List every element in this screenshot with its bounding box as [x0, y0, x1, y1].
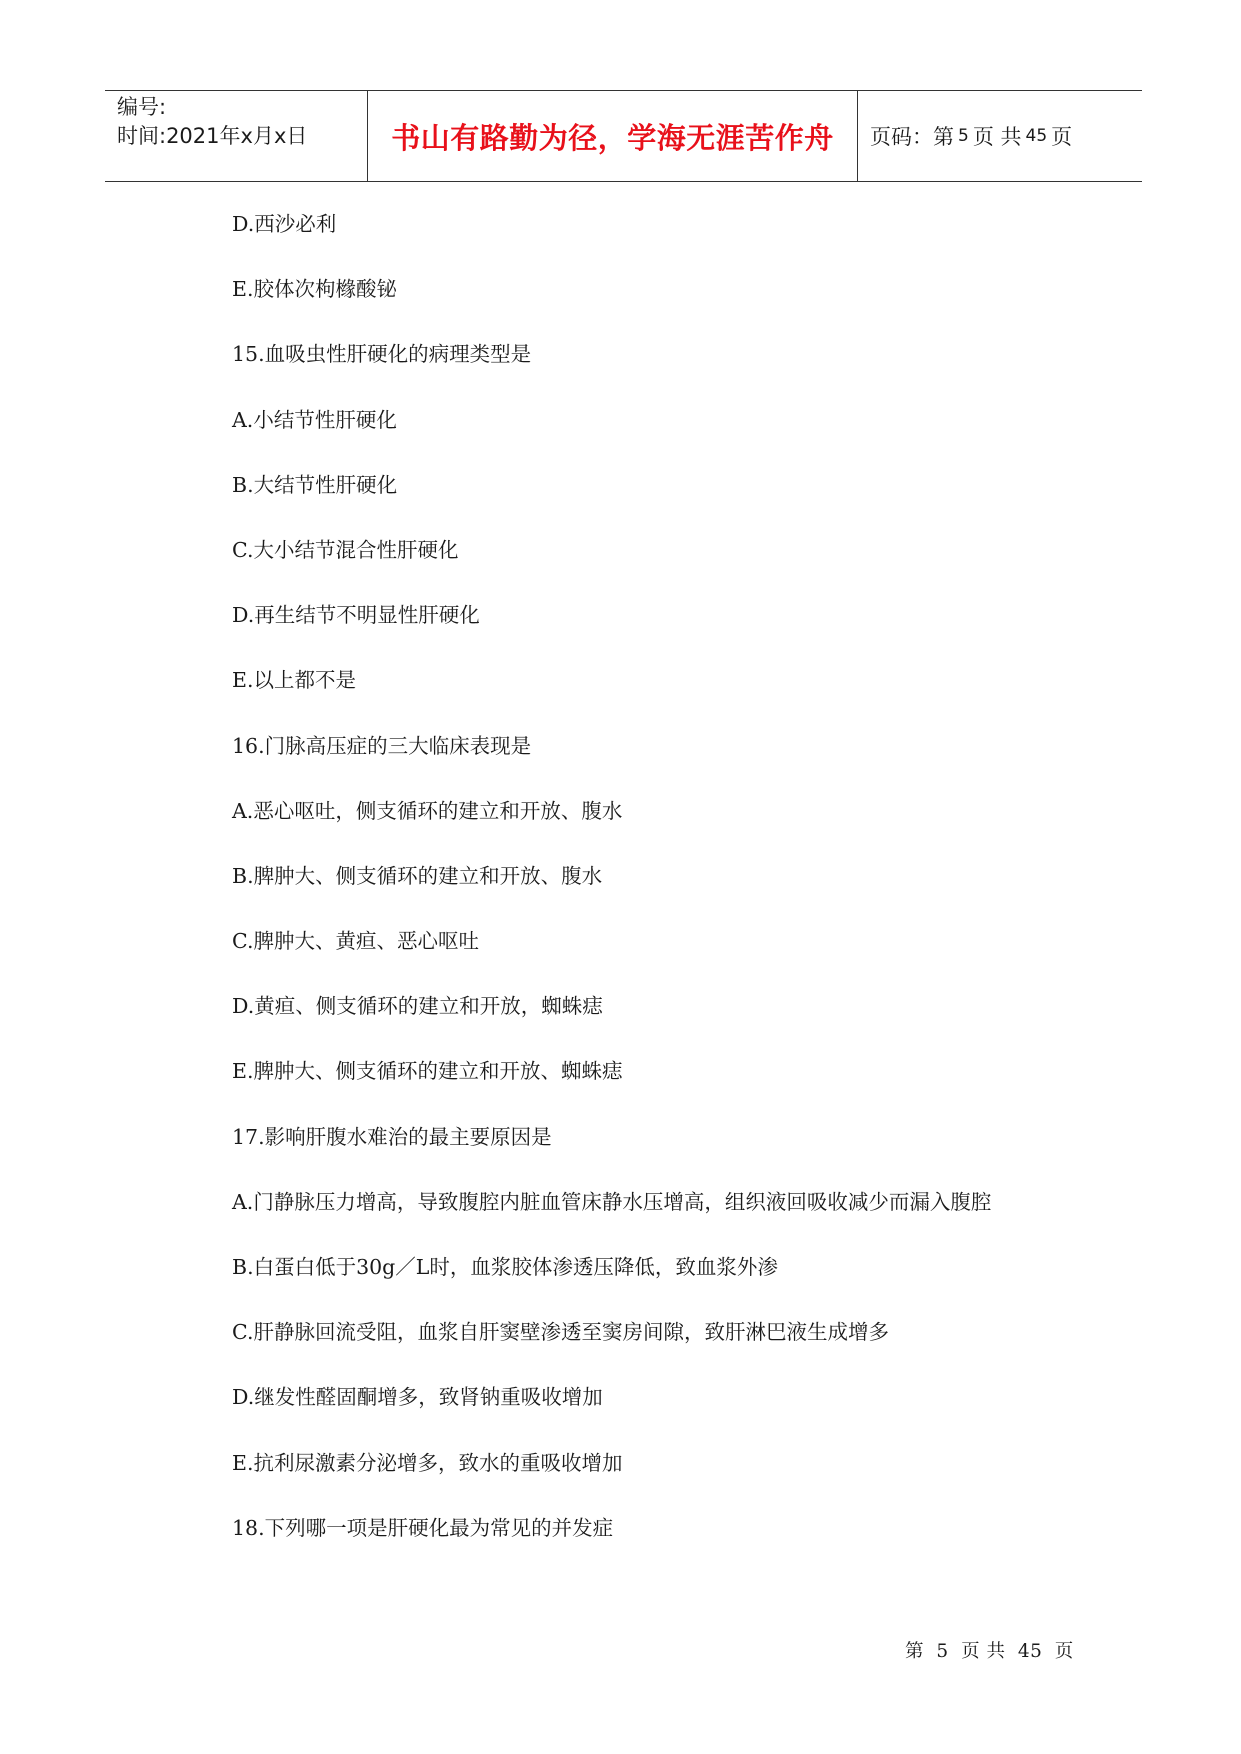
question-stem: 16.门脉高压症的三大临床表现是: [232, 733, 532, 758]
answer-option: C.脾肿大、黄疸、恶心呕吐: [232, 929, 479, 954]
question-stem: 15.血吸虫性肝硬化的病理类型是: [232, 342, 532, 367]
document-number-label: 编号:: [117, 95, 167, 119]
header-page-mid: 页 共: [972, 125, 1022, 149]
question-list: [232, 209, 1132, 1578]
header-page-number: 5: [958, 126, 969, 146]
answer-option: D.再生结节不明显性肝硬化: [232, 603, 480, 628]
header-page-prefix: 页码：第: [870, 125, 954, 149]
header-motto: 书山有路勤为径，学海无涯苦作舟: [368, 91, 858, 181]
answer-option: B.脾肿大、侧支循环的建立和开放、腹水: [232, 863, 603, 888]
answer-option: B.大结节性肝硬化: [232, 472, 398, 497]
answer-option: A.门静脉压力增高，导致腹腔内脏血管床静水压增高，组织液回吸收减少而漏入腹腔: [232, 1189, 992, 1214]
answer-option: E.抗利尿激素分泌增多，致水的重吸收增加: [232, 1450, 623, 1475]
footer-suffix: 页: [1054, 1641, 1074, 1662]
text-line: E.胶体次枸橼酸铋: [232, 277, 397, 302]
answer-option: B.白蛋白低于30g／L时，血浆胶体渗透压降低，致血浆外渗: [232, 1255, 778, 1279]
answer-option: A.小结节性肝硬化: [232, 407, 397, 432]
answer-option: D.黄疸、侧支循环的建立和开放，蜘蛛痣: [232, 994, 603, 1019]
answer-option: C.肝静脉回流受阻，血浆自肝窦壁渗透至窦房间隙，致肝淋巴液生成增多: [232, 1320, 889, 1345]
page-footer: [905, 1637, 1080, 1663]
footer-mid: 页 共: [961, 1641, 1006, 1662]
answer-option: E.以上都不是: [232, 668, 356, 693]
question-stem: 18.下列哪一项是肝硬化最为常见的并发症: [232, 1515, 614, 1540]
document-time-label: 时间:2021年x月x日: [117, 124, 308, 148]
question-stem: 17.影响肝腹水难治的最主要原因是: [232, 1124, 552, 1149]
header-page-total: 45: [1025, 126, 1048, 146]
footer-prefix: 第: [905, 1641, 925, 1662]
answer-option: D.继发性醛固酮增多，致肾钠重吸收增加: [232, 1385, 603, 1410]
answer-option: E.脾肿大、侧支循环的建立和开放、蜘蛛痣: [232, 1059, 623, 1084]
footer-page-number: 5: [936, 1641, 949, 1662]
answer-option: A.恶心呕吐，侧支循环的建立和开放、腹水: [232, 798, 623, 823]
page-header: [105, 90, 1142, 182]
footer-page-total: 45: [1017, 1641, 1043, 1662]
header-page-suffix: 页: [1051, 125, 1073, 149]
header-page-indicator: [858, 91, 1142, 181]
answer-option: C.大小结节混合性肝硬化: [232, 537, 459, 562]
text-line: D.西沙必利: [232, 212, 337, 236]
header-meta: [105, 91, 368, 181]
